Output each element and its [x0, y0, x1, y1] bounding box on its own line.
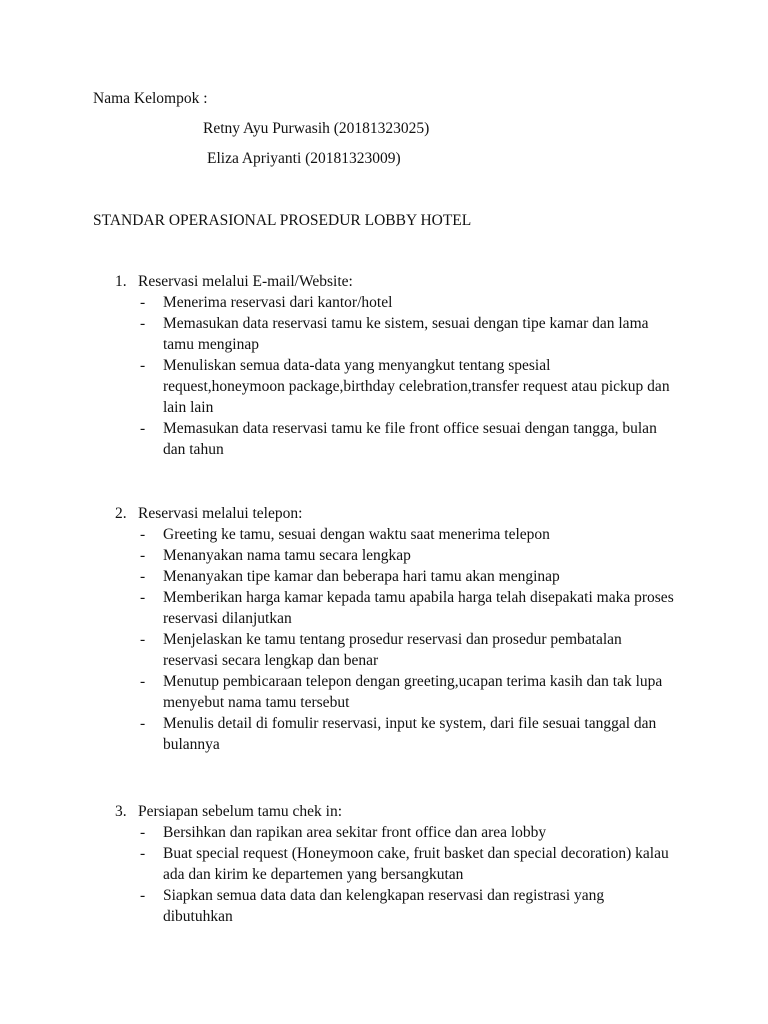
- bullet-list: [115, 292, 675, 460]
- bullet-dash: -: [140, 824, 146, 841]
- section-number: 2.: [115, 505, 127, 522]
- list-item: [115, 313, 675, 355]
- list-item-text: Menuliskan semua data-data yang menyangkut tentang spesial request,honeymoon package,birthday celebration,transfer request atau pickup dan lain lain: [163, 357, 670, 416]
- list-item-text: Bersihkan dan rapikan area sekitar front office dan area lobby: [163, 824, 547, 841]
- bullet-dash: -: [140, 526, 146, 543]
- list-item-text: Greeting ke tamu, sesuai dengan waktu saat menerima telepon: [163, 526, 550, 543]
- list-item: [115, 843, 675, 885]
- list-item-text: Buat special request (Honeymoon cake, fruit basket dan special decoration) kalau ada dan kirim ke departemen yang bersangkutan: [163, 845, 669, 883]
- list-item: [115, 524, 675, 545]
- list-item-text: Menanyakan nama tamu secara lengkap: [163, 547, 411, 564]
- section-heading: [115, 271, 675, 292]
- list-item-text: Memasukan data reservasi tamu ke sistem, sesuai dengan tipe kamar dan lama tamu menginap: [163, 315, 649, 353]
- member-name-2: Eliza Apriyanti (20181323009): [207, 150, 401, 167]
- section-number: 1.: [115, 273, 127, 290]
- section-title: Reservasi melalui E-mail/Website:: [138, 273, 353, 290]
- list-item: [115, 713, 675, 755]
- list-item: [115, 629, 675, 671]
- list-item-text: Menjelaskan ke tamu tentang prosedur reservasi dan prosedur pembatalan reservasi secara lengkap dan benar: [163, 631, 622, 669]
- section-email-website: [115, 271, 675, 460]
- bullet-dash: -: [140, 673, 146, 690]
- bullet-list: [115, 822, 675, 927]
- bullet-dash: -: [140, 715, 146, 732]
- section-title: Reservasi melalui telepon:: [138, 505, 303, 522]
- member-name-1: Retny Ayu Purwasih (20181323025): [203, 120, 430, 137]
- list-item-text: Menutup pembicaraan telepon dengan greeting,ucapan terima kasih dan tak lupa menyebut nama tamu tersebut: [163, 673, 663, 711]
- list-item-text: Menerima reservasi dari kantor/hotel: [163, 294, 393, 311]
- section-heading: [115, 801, 675, 822]
- section-telepon: [115, 503, 675, 755]
- bullet-dash: -: [140, 589, 146, 606]
- list-item-text: Menulis detail di fomulir reservasi, input ke system, dari file sesuai tanggal dan bulannya: [163, 715, 657, 753]
- section-persiapan-check-in: [115, 801, 675, 927]
- section-heading: [115, 503, 675, 524]
- bullet-dash: -: [140, 357, 146, 374]
- list-item: [115, 355, 675, 418]
- list-item: [115, 545, 675, 566]
- list-item: [115, 418, 675, 460]
- group-label: Nama Kelompok :: [93, 90, 208, 107]
- list-item: [115, 885, 675, 927]
- list-item: [115, 292, 675, 313]
- list-item: [115, 671, 675, 713]
- list-item: [115, 566, 675, 587]
- list-item-text: Siapkan semua data data dan kelengkapan reservasi dan registrasi yang dibutuhkan: [163, 887, 605, 925]
- list-item-text: Memberikan harga kamar kepada tamu apabila harga telah disepakati maka proses reservasi dilanjutkan: [163, 589, 674, 627]
- document-title: STANDAR OPERASIONAL PROSEDUR LOBBY HOTEL: [93, 212, 472, 229]
- list-item: [115, 822, 675, 843]
- bullet-dash: -: [140, 547, 146, 564]
- bullet-dash: -: [140, 294, 146, 311]
- bullet-dash: -: [140, 315, 146, 332]
- bullet-dash: -: [140, 887, 146, 904]
- section-number: 3.: [115, 803, 127, 820]
- list-item-text: Memasukan data reservasi tamu ke file front office sesuai dengan tangga, bulan dan tahun: [163, 420, 657, 458]
- bullet-dash: -: [140, 845, 146, 862]
- bullet-dash: -: [140, 420, 146, 437]
- bullet-dash: -: [140, 568, 146, 585]
- list-item-text: Menanyakan tipe kamar dan beberapa hari tamu akan menginap: [163, 568, 560, 585]
- list-item: [115, 587, 675, 629]
- bullet-list: [115, 524, 675, 755]
- bullet-dash: -: [140, 631, 146, 648]
- section-title: Persiapan sebelum tamu chek in:: [138, 803, 343, 820]
